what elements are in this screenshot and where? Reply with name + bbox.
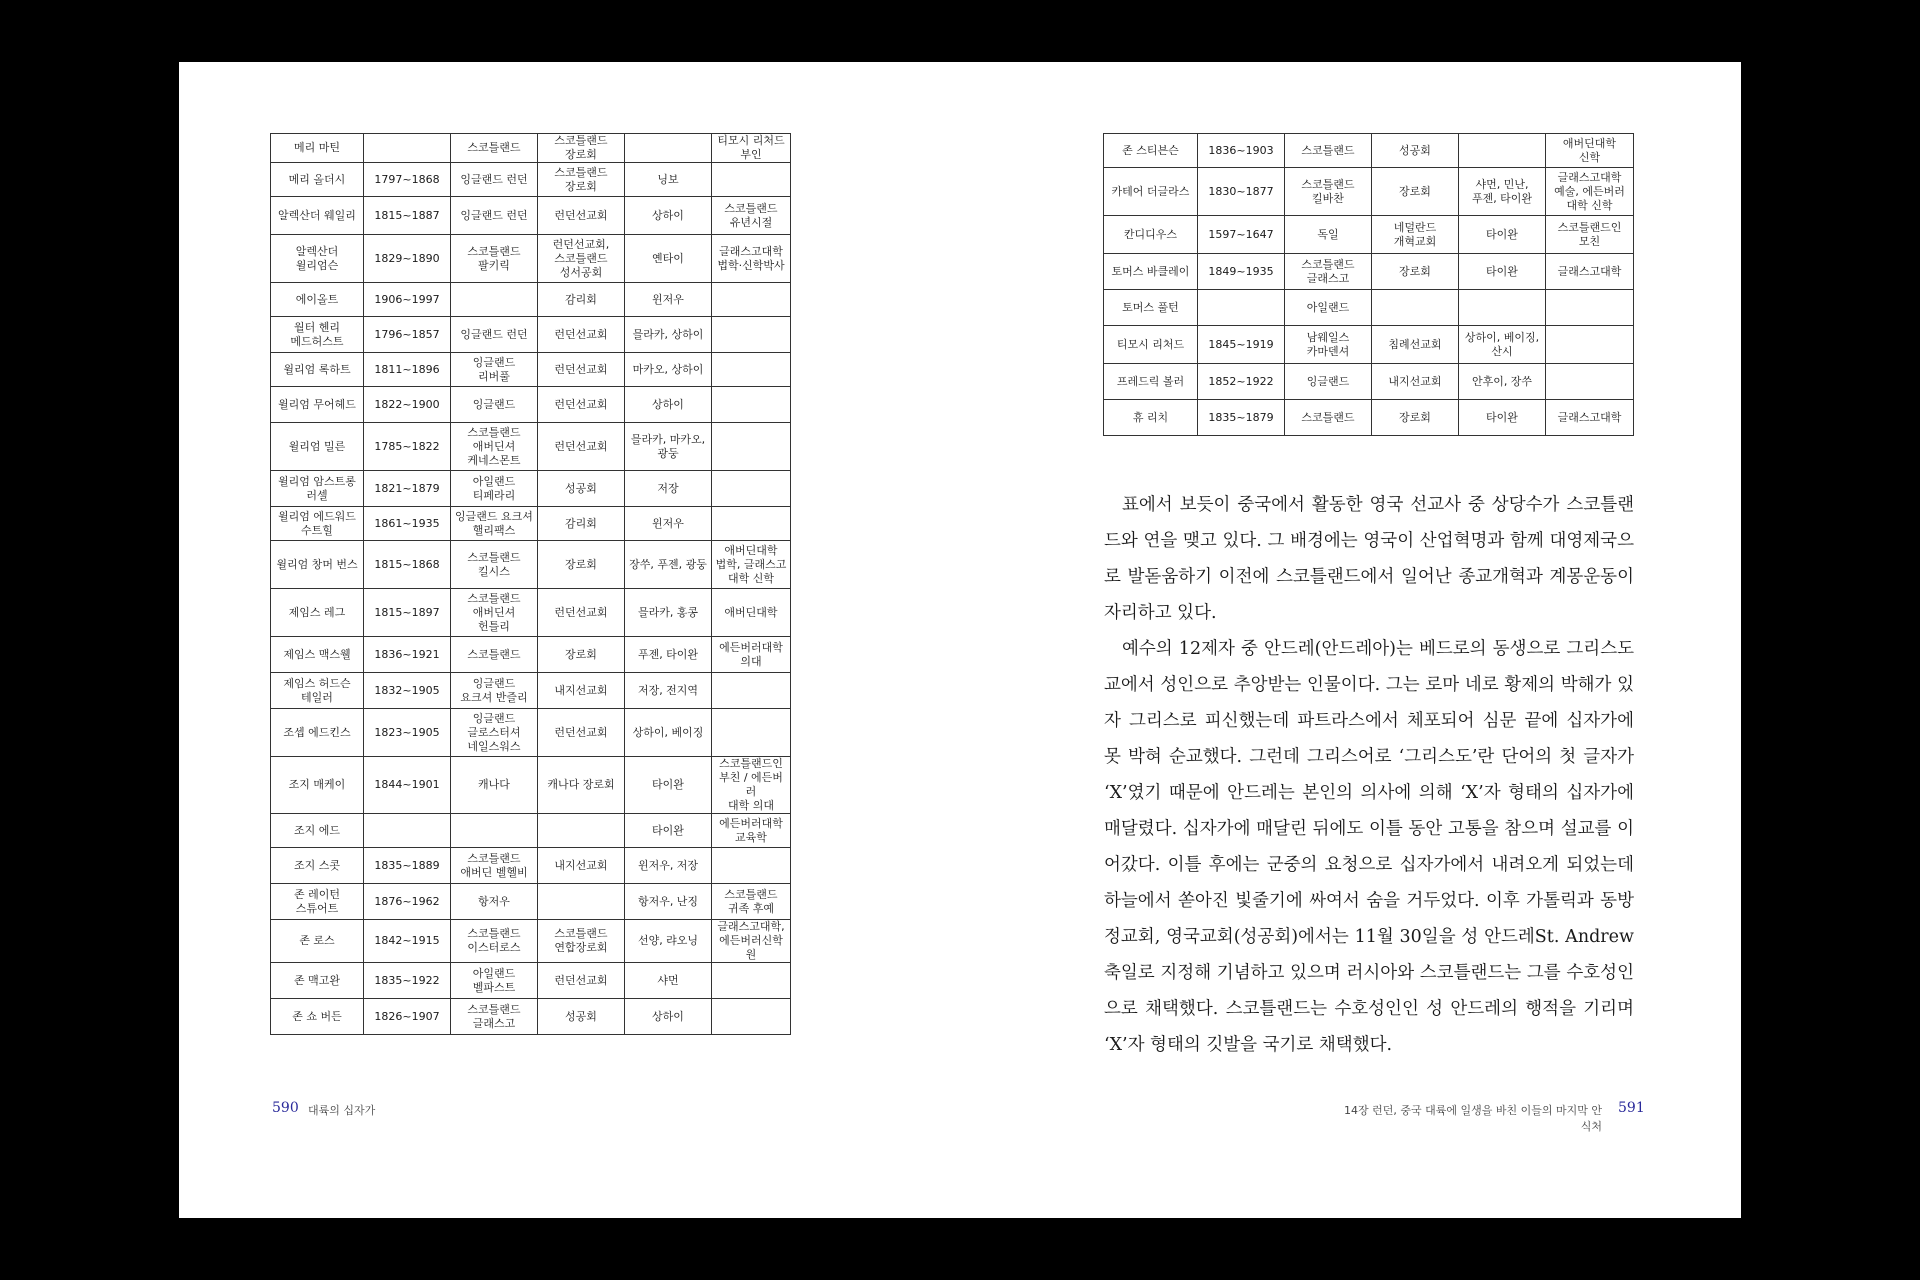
missionary-table-left <box>270 133 791 1035</box>
cell-origin: 캐나다 <box>451 757 538 814</box>
table-row <box>1104 216 1634 254</box>
right-page <box>960 62 1741 1218</box>
cell-note <box>712 673 791 709</box>
table-row <box>271 134 791 163</box>
cell-note <box>712 507 791 541</box>
table-row <box>1104 364 1634 400</box>
cell-name: 조셉 에드킨스 <box>271 709 364 757</box>
cell-origin: 스코틀랜드 킬바찬 <box>1285 168 1372 216</box>
cell-note: 스코틀랜드인 부친 / 에든버러 대학 의대 <box>712 757 791 814</box>
cell-name: 제임스 레그 <box>271 589 364 637</box>
cell-origin: 잉글랜드 런던 <box>451 197 538 235</box>
cell-region: 타이완 <box>1459 216 1546 254</box>
cell-affiliation: 침례선교회 <box>1372 326 1459 364</box>
cell-years: 1876~1962 <box>364 884 451 920</box>
cell-region: 닝보 <box>625 163 712 197</box>
cell-years <box>364 134 451 163</box>
cell-region: 윈저우 <box>625 283 712 317</box>
cell-note: 스코틀랜드인 모친 <box>1546 216 1634 254</box>
cell-origin <box>451 814 538 848</box>
cell-name: 티모시 리처드 <box>1104 326 1198 364</box>
cell-years: 1836~1903 <box>1198 134 1285 168</box>
table-row <box>271 709 791 757</box>
page-number: 590 <box>272 1100 299 1116</box>
cell-years: 1835~1889 <box>364 848 451 884</box>
cell-affiliation: 성공회 <box>1372 134 1459 168</box>
cell-name: 제임스 맥스웰 <box>271 637 364 673</box>
cell-affiliation: 내지선교회 <box>1372 364 1459 400</box>
cell-region: 상하이 <box>625 387 712 423</box>
cell-affiliation: 캐나다 장로회 <box>538 757 625 814</box>
cell-origin: 스코틀랜드 글래스고 <box>1285 254 1372 290</box>
cell-origin: 잉글랜드 <box>451 387 538 423</box>
cell-note <box>712 709 791 757</box>
cell-origin: 스코틀랜드 애버딘셔 헌틀리 <box>451 589 538 637</box>
table-row <box>271 541 791 589</box>
cell-name: 메리 마틴 <box>271 134 364 163</box>
cell-region: 안후이, 장쑤 <box>1459 364 1546 400</box>
table-body <box>1104 134 1634 436</box>
cell-affiliation: 런던선교회 <box>538 709 625 757</box>
cell-note <box>712 963 791 999</box>
cell-origin: 스코틀랜드 <box>1285 400 1372 436</box>
missionary-table-right <box>1103 133 1634 436</box>
cell-years: 1830~1877 <box>1198 168 1285 216</box>
cell-note: 애버딘대학 <box>712 589 791 637</box>
cell-note: 글래스고대학 <box>1546 254 1634 290</box>
cell-years: 1823~1905 <box>364 709 451 757</box>
cell-affiliation: 장로회 <box>1372 254 1459 290</box>
table-row <box>271 283 791 317</box>
cell-region: 저장 <box>625 471 712 507</box>
cell-name: 조지 스콧 <box>271 848 364 884</box>
table-row <box>1104 254 1634 290</box>
cell-name: 휴 리치 <box>1104 400 1198 436</box>
cell-origin: 잉글랜드 요크셔 핼리팩스 <box>451 507 538 541</box>
cell-note <box>712 163 791 197</box>
table-row <box>271 471 791 507</box>
cell-years: 1597~1647 <box>1198 216 1285 254</box>
cell-note <box>1546 326 1634 364</box>
cell-region: 타이완 <box>1459 254 1546 290</box>
cell-region: 저장, 전지역 <box>625 673 712 709</box>
cell-years: 1815~1887 <box>364 197 451 235</box>
cell-name: 에이올트 <box>271 283 364 317</box>
cell-note <box>712 353 791 387</box>
cell-affiliation: 런던선교회 <box>538 197 625 235</box>
cell-name: 메리 올더시 <box>271 163 364 197</box>
cell-name: 조지 매케이 <box>271 757 364 814</box>
table-row <box>1104 168 1634 216</box>
cell-note <box>712 471 791 507</box>
cell-name: 윌리엄 록하트 <box>271 353 364 387</box>
cell-affiliation: 스코틀랜드 연합장로회 <box>538 920 625 963</box>
cell-note: 티모시 리처드 부인 <box>712 134 791 163</box>
cell-note: 에든버러대학 교육학 <box>712 814 791 848</box>
table-row <box>271 673 791 709</box>
cell-name: 윌리엄 무어헤드 <box>271 387 364 423</box>
cell-years: 1822~1900 <box>364 387 451 423</box>
cell-name: 존 맥고완 <box>271 963 364 999</box>
cell-name: 존 로스 <box>271 920 364 963</box>
cell-origin: 아일랜드 <box>1285 290 1372 326</box>
cell-region: 상하이 <box>625 197 712 235</box>
cell-years: 1852~1922 <box>1198 364 1285 400</box>
cell-affiliation: 런던선교회, 스코틀랜드 성서공회 <box>538 235 625 283</box>
cell-affiliation: 장로회 <box>538 541 625 589</box>
cell-years: 1844~1901 <box>364 757 451 814</box>
cell-region: 타이완 <box>625 814 712 848</box>
cell-name: 알렉산더 윌리엄슨 <box>271 235 364 283</box>
cell-affiliation <box>538 814 625 848</box>
cell-years <box>364 814 451 848</box>
cell-region <box>1459 134 1546 168</box>
cell-affiliation: 런던선교회 <box>538 423 625 471</box>
cell-note <box>712 283 791 317</box>
running-head: 14장 런던, 중국 대륙에 일생을 바친 이들의 마지막 안식처 <box>1344 1104 1602 1133</box>
cell-origin: 스코틀랜드 <box>1285 134 1372 168</box>
cell-origin: 스코틀랜드 애버딘셔 케네스몬트 <box>451 423 538 471</box>
left-page <box>179 62 960 1218</box>
cell-name: 존 레이턴 스튜어트 <box>271 884 364 920</box>
table-row <box>271 920 791 963</box>
cell-affiliation: 성공회 <box>538 471 625 507</box>
cell-years: 1835~1922 <box>364 963 451 999</box>
cell-affiliation: 스코틀랜드 장로회 <box>538 134 625 163</box>
cell-origin: 아일랜드 벨파스트 <box>451 963 538 999</box>
cell-origin: 스코틀랜드 글래스고 <box>451 999 538 1035</box>
cell-region: 타이완 <box>625 757 712 814</box>
cell-origin: 스코틀랜드 이스터로스 <box>451 920 538 963</box>
table-row <box>271 507 791 541</box>
cell-years: 1821~1879 <box>364 471 451 507</box>
cell-name: 윌리엄 암스트롱 러셀 <box>271 471 364 507</box>
cell-region: 장쑤, 푸젠, 광둥 <box>625 541 712 589</box>
cell-years: 1836~1921 <box>364 637 451 673</box>
cell-name: 월터 헨리 메드허스트 <box>271 317 364 353</box>
table-row <box>271 999 791 1035</box>
cell-note <box>712 848 791 884</box>
cell-region: 상하이 <box>625 999 712 1035</box>
cell-affiliation: 스코틀랜드 장로회 <box>538 163 625 197</box>
cell-note: 글래스고대학 예술, 에든버러 대학 신학 <box>1546 168 1634 216</box>
cell-name: 칸디디우스 <box>1104 216 1198 254</box>
cell-region: 샤먼 <box>625 963 712 999</box>
cell-note <box>712 387 791 423</box>
cell-affiliation: 성공회 <box>538 999 625 1035</box>
cell-region <box>625 134 712 163</box>
cell-note: 글래스고대학, 에든버러신학원 <box>712 920 791 963</box>
cell-origin: 잉글랜드 글로스터셔 네일스워스 <box>451 709 538 757</box>
table-row <box>271 353 791 387</box>
cell-name: 카테어 더글라스 <box>1104 168 1198 216</box>
cell-years <box>1198 290 1285 326</box>
table-row <box>271 848 791 884</box>
cell-note <box>1546 364 1634 400</box>
cell-name: 제임스 허드슨 테일러 <box>271 673 364 709</box>
cell-affiliation: 런던선교회 <box>538 353 625 387</box>
book-spread <box>179 62 1741 1218</box>
cell-years: 1815~1897 <box>364 589 451 637</box>
cell-years: 1849~1935 <box>1198 254 1285 290</box>
cell-years: 1906~1997 <box>364 283 451 317</box>
cell-origin: 아일랜드 티페라리 <box>451 471 538 507</box>
cell-note <box>712 423 791 471</box>
cell-origin: 잉글랜드 요크셔 반즐리 <box>451 673 538 709</box>
table-row <box>271 637 791 673</box>
cell-note: 애버딘대학 법학, 글래스고 대학 신학 <box>712 541 791 589</box>
cell-name: 윌리엄 창머 번스 <box>271 541 364 589</box>
cell-origin: 스코틀랜드 애버딘 벨헬비 <box>451 848 538 884</box>
cell-origin: 스코틀랜드 팔키릭 <box>451 235 538 283</box>
cell-region <box>1459 290 1546 326</box>
cell-affiliation: 내지선교회 <box>538 848 625 884</box>
cell-region: 윈저우, 저장 <box>625 848 712 884</box>
cell-years: 1811~1896 <box>364 353 451 387</box>
cell-region: 항저우, 난징 <box>625 884 712 920</box>
table-row <box>271 423 791 471</box>
paragraph: 예수의 12제자 중 안드레(안드레아)는 베드로의 동생으로 그리스도교에서 성인으로 추앙받는 인물이다. 그는 로마 네로 황제의 박해가 있자 그리스로 피신했는데 파트라스에서 체포되어 심문 끝에 십자가에 못 박혀 순교했다. 그런데 그리스어로 ‘그리스도’란 단어의 첫 글자가 ‘X’였기 때문에 안드레는 본인의 의사에 의해 ‘X’자 형태의 십자가에 매달렸다. 십자가에 매달린 뒤에도 이틀 동안 고통을 참으며 설교를 이어갔다. 이틀 후에는 군중의 요청으로 십자가에서 내려오게 되었는데 하늘에서 쏟아진 빛줄기에 싸여서 숨을 거두었다. 이후 가톨릭과 동방정교회, 영국교회(성공회)에서는 11월 30일을 성 안드레St. Andrew 축일로 지정해 기념하고 있으며 러시아와 스코틀랜드는 그를 수호성인으로 채택했다. 스코틀랜드는 수호성인인 성 안드레의 행적을 기리며 ‘X’자 형태의 깃발을 국기로 채택했다. <box>1104 639 1634 1055</box>
cell-years: 1797~1868 <box>364 163 451 197</box>
cell-note: 글래스고대학 법학·신학박사 <box>712 235 791 283</box>
cell-origin: 잉글랜드 <box>1285 364 1372 400</box>
cell-name: 토머스 바클레이 <box>1104 254 1198 290</box>
cell-years: 1826~1907 <box>364 999 451 1035</box>
cell-years: 1815~1868 <box>364 541 451 589</box>
cell-affiliation: 장로회 <box>538 637 625 673</box>
cell-name: 토머스 풀턴 <box>1104 290 1198 326</box>
cell-years: 1832~1905 <box>364 673 451 709</box>
cell-years: 1845~1919 <box>1198 326 1285 364</box>
cell-years: 1796~1857 <box>364 317 451 353</box>
cell-affiliation <box>1372 290 1459 326</box>
cell-region: 옌타이 <box>625 235 712 283</box>
cell-origin: 스코틀랜드 킬시스 <box>451 541 538 589</box>
table-row <box>271 814 791 848</box>
cell-years: 1835~1879 <box>1198 400 1285 436</box>
cell-name: 프레드릭 볼러 <box>1104 364 1198 400</box>
cell-affiliation: 네덜란드 개혁교회 <box>1372 216 1459 254</box>
cell-region: 상하이, 베이징, 산시 <box>1459 326 1546 364</box>
table-row <box>271 884 791 920</box>
cell-region: 샤먼, 민난, 푸젠, 타이완 <box>1459 168 1546 216</box>
table-body <box>271 134 791 1035</box>
table-row <box>271 963 791 999</box>
cell-affiliation: 장로회 <box>1372 168 1459 216</box>
table-row <box>271 197 791 235</box>
cell-region: 상하이, 베이징 <box>625 709 712 757</box>
cell-region: 믈라카, 홍콩 <box>625 589 712 637</box>
table-row <box>271 235 791 283</box>
cell-region: 마카오, 상하이 <box>625 353 712 387</box>
cell-region: 선양, 랴오닝 <box>625 920 712 963</box>
table-row <box>271 163 791 197</box>
cell-origin: 스코틀랜드 <box>451 134 538 163</box>
cell-affiliation: 런던선교회 <box>538 317 625 353</box>
cell-note <box>712 999 791 1035</box>
cell-region: 타이완 <box>1459 400 1546 436</box>
cell-origin: 남웨일스 카마덴셔 <box>1285 326 1372 364</box>
cell-origin: 스코틀랜드 <box>451 637 538 673</box>
cell-origin: 독일 <box>1285 216 1372 254</box>
cell-affiliation: 런던선교회 <box>538 387 625 423</box>
body-text <box>1104 487 1634 1063</box>
cell-note: 스코틀랜드 유년시절 <box>712 197 791 235</box>
cell-affiliation: 런던선교회 <box>538 963 625 999</box>
cell-origin: 항저우 <box>451 884 538 920</box>
cell-years: 1829~1890 <box>364 235 451 283</box>
cell-note <box>1546 290 1634 326</box>
cell-note: 에든버러대학 의대 <box>712 637 791 673</box>
cell-name: 윌리엄 에드워드 수트힐 <box>271 507 364 541</box>
cell-note: 글래스고대학 <box>1546 400 1634 436</box>
cell-origin: 잉글랜드 런던 <box>451 163 538 197</box>
cell-region: 윈저우 <box>625 507 712 541</box>
table-row <box>271 757 791 814</box>
cell-affiliation: 장로회 <box>1372 400 1459 436</box>
table-row <box>271 387 791 423</box>
cell-note <box>712 317 791 353</box>
paragraph: 표에서 보듯이 중국에서 활동한 영국 선교사 중 상당수가 스코틀랜드와 연을 맺고 있다. 그 배경에는 영국이 산업혁명과 함께 대영제국으로 발돋움하기 이전에 스코틀랜드에서 일어난 종교개혁과 계몽운동이 자리하고 있다. <box>1104 495 1634 623</box>
cell-affiliation: 내지선교회 <box>538 673 625 709</box>
cell-origin: 잉글랜드 런던 <box>451 317 538 353</box>
cell-years: 1861~1935 <box>364 507 451 541</box>
cell-name: 조지 에드 <box>271 814 364 848</box>
cell-note: 애버딘대학 신학 <box>1546 134 1634 168</box>
cell-region: 믈라카, 마카오, 광둥 <box>625 423 712 471</box>
cell-affiliation: 런던선교회 <box>538 589 625 637</box>
cell-name: 존 쇼 버든 <box>271 999 364 1035</box>
table-row <box>1104 400 1634 436</box>
cell-origin: 잉글랜드 리버풀 <box>451 353 538 387</box>
cell-years: 1785~1822 <box>364 423 451 471</box>
table-row <box>1104 134 1634 168</box>
cell-origin <box>451 283 538 317</box>
page-number: 591 <box>1618 1100 1645 1116</box>
table-row <box>1104 290 1634 326</box>
table-row <box>1104 326 1634 364</box>
cell-name: 알렉산더 웨일리 <box>271 197 364 235</box>
cell-region: 믈라카, 상하이 <box>625 317 712 353</box>
table-row <box>271 317 791 353</box>
running-head: 대륙의 십자가 <box>308 1104 376 1117</box>
cell-affiliation: 감리회 <box>538 507 625 541</box>
cell-years: 1842~1915 <box>364 920 451 963</box>
table-row <box>271 589 791 637</box>
cell-affiliation <box>538 884 625 920</box>
cell-affiliation: 감리회 <box>538 283 625 317</box>
cell-note: 스코틀랜드 귀족 후예 <box>712 884 791 920</box>
cell-name: 존 스티븐슨 <box>1104 134 1198 168</box>
cell-region: 푸젠, 타이완 <box>625 637 712 673</box>
cell-name: 윌리엄 밀른 <box>271 423 364 471</box>
